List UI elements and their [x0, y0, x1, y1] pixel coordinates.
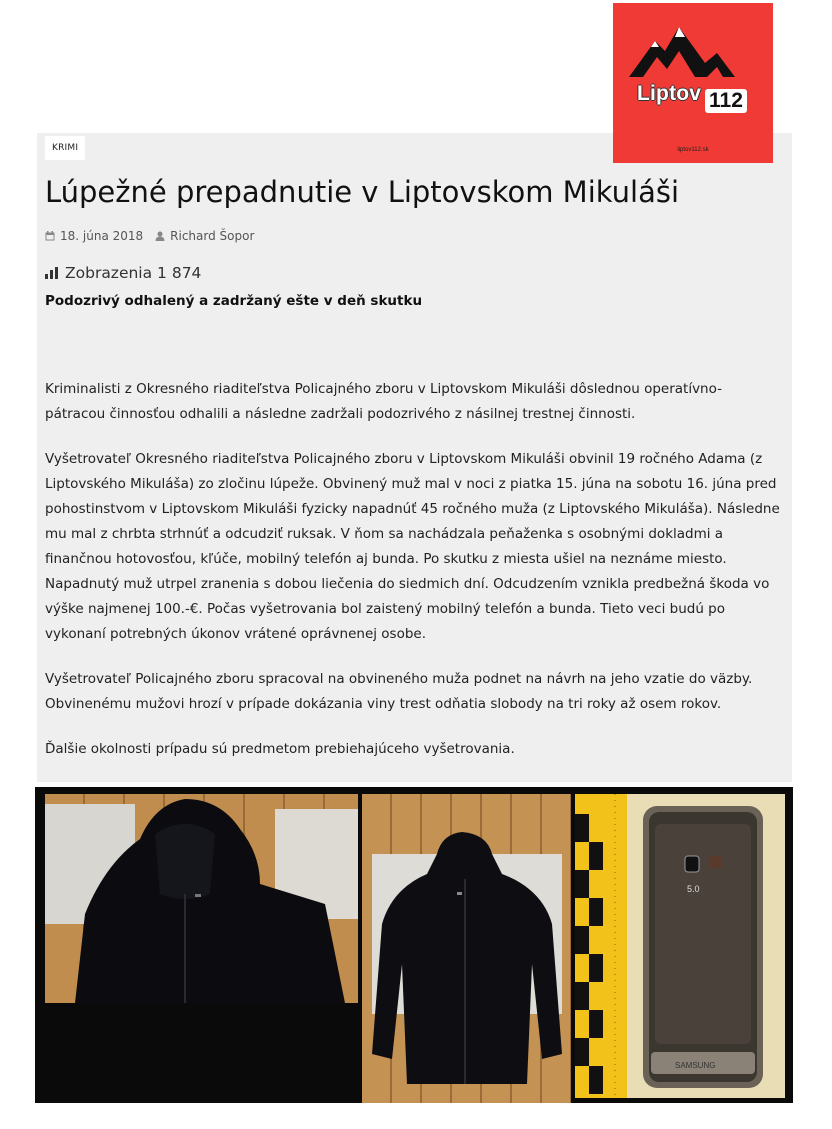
bar-chart-icon [45, 267, 58, 279]
user-icon [155, 231, 165, 241]
page-title: Lúpežné prepadnutie v Liptovskom Mikuláši [45, 175, 680, 209]
article-subtitle: Podozrivý odhalený a zadržaný ešte v deň skutku [45, 293, 423, 309]
jacket-photo[interactable] [45, 794, 358, 1003]
author-link[interactable]: Richard Šopor [170, 229, 255, 243]
paragraph: Kriminalisti z Okresného riaditeľstva Policajného zboru v Liptovskom Mikuláši dôslednou operatívno-pátracou činnosťou odhalili a následne zadržali podozrivého z násilnej trestnej činnosti. [45, 381, 722, 422]
phone-mark: 5.0 [687, 884, 700, 894]
article [37, 133, 792, 782]
logo-number: 112 [705, 89, 747, 113]
calendar-icon [45, 231, 55, 241]
view-counter [45, 264, 201, 282]
phone-photo[interactable] [575, 794, 785, 1098]
paragraph: Vyšetrovateľ Policajného zboru spracoval na obvineného muža podnet na návrh na jeho vzatie do väzby. Obvinenému mužovi hrozí v prípade dokázania viny trest odňatia slobody na tri roky až osem rokov. [45, 671, 753, 712]
paragraph: Vyšetrovateľ Okresného riaditeľstva Policajného zboru v Liptovskom Mikuláši obvinil 19 ročného Adama (z Liptovského Mikuláša) zo zločinu lúpeže. Obvinený muž mal v noci z piatka 15. júna na sobotu 16. júna pred pohostinstvom v Liptovskom Mikuláši fyzicky napadnúť 45 ročného muža (z Liptovského Mikuláša). Následne mu mal z chrbta strhnúť a odcudziť ruksak. V ňom sa nachádzala peňaženka s osobnými dokladmi a finančnou hotovosťou, kľúče, mobilný telefón aj bunda. Po skutku z miesta ušiel na neznáme miesto. Napadnutý muž utrpel zranenia s dobou liečenia do siedmich dní. Odcudzením vznikla predbežná škoda vo výške najmenej 100.-€. Počas vyšetrovania bol zaistený mobilný telefón a bunda. Tieto veci budú po vykonaní potrebných úkonov vrátené oprávnenej osobe. [45, 451, 780, 642]
logo-word: Liptov [637, 82, 702, 105]
jacket-full-photo[interactable] [362, 794, 571, 1103]
publish-date[interactable]: 18. júna 2018 [60, 229, 144, 243]
article-body [45, 377, 780, 782]
evidence-photos[interactable] [35, 787, 793, 1103]
views-text: Zobrazenia 1 874 [65, 264, 202, 282]
phone-brand: SAMSUNG [675, 1061, 716, 1070]
category-badge[interactable]: KRIMI [45, 136, 85, 160]
article-meta [45, 229, 254, 243]
site-logo[interactable] [613, 3, 773, 163]
paragraph: Ďalšie okolnosti prípadu sú predmetom prebiehajúceho vyšetrovania. [45, 741, 515, 757]
logo-url: liptov112.sk [677, 147, 709, 153]
